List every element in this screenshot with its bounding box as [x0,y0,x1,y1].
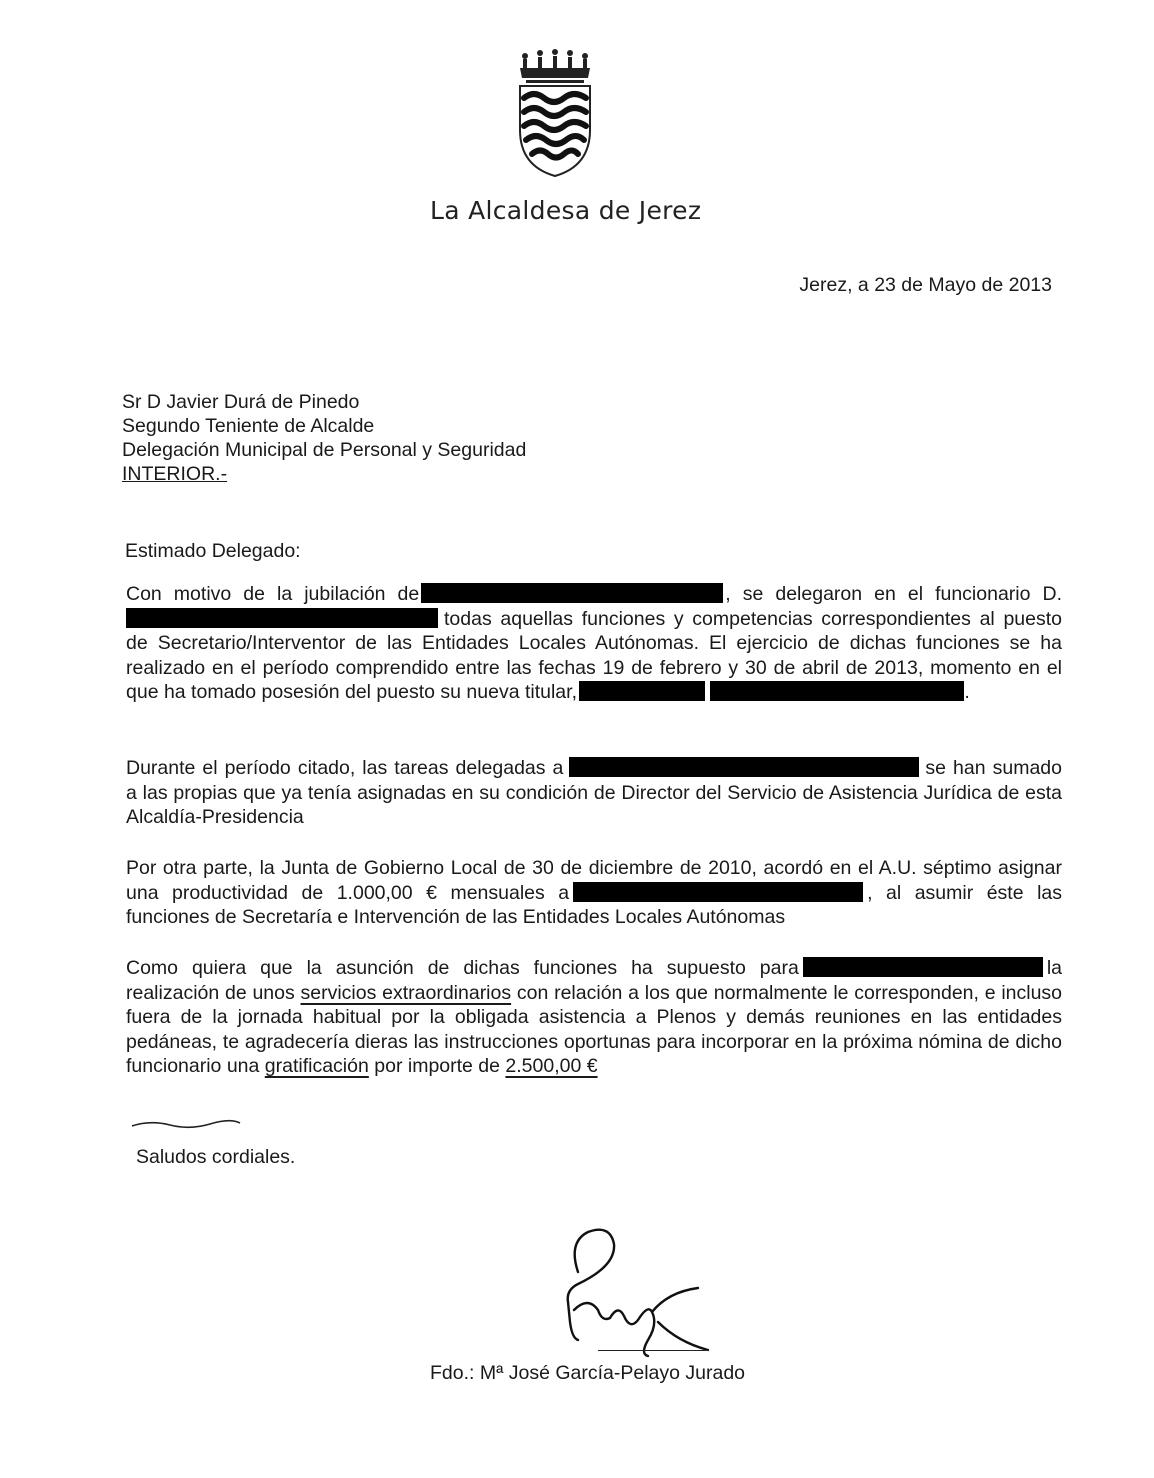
redaction-bar [710,681,964,701]
signature-line [598,1350,706,1351]
paragraph-2-text-a: Durante el período citado, las tareas delegadas a [126,757,564,779]
paragraph-1 [126,582,1062,705]
handwritten-signature-icon [548,1222,718,1362]
redaction-bar [803,957,1043,977]
addressee-block [122,390,526,486]
paragraph-2-text-b: se han sumado a las propias que ya tenía asignadas en su condición de Director del Servicio de Asistencia Jurídica de esta Alcaldía-Presidencia [126,757,1062,828]
paragraph-4-text-d: con relación a los que normalmente le corresponden, e incluso fuera de la jornada habitual por la obligada asistencia a Plenos y demás reuniones en las entidades pedáneas, te agradecería dieras las instrucciones oportunas para incorporar en la próxima nómina de dicho funcionario una [126,981,1063,1077]
handwritten-underline-icon [130,1116,242,1132]
paragraph-3 [126,856,1062,930]
paragraph-4-text-f: por importe de [374,1055,500,1077]
addressee-department: Delegación Municipal de Personal y Seguridad [122,439,527,461]
redaction-bar [569,757,919,777]
paragraph-4-text-a: Como quiera que la asunción de dichas funciones ha supuesto para [126,957,799,979]
redaction-bar [421,583,723,603]
closing: Saludos cordiales. [136,1146,296,1168]
addressee-name: Sr D Javier Durá de Pinedo [122,391,360,413]
date-line: Jerez, a 23 de Mayo de 2013 [799,274,1052,296]
paragraph-3-text-b: , al asumir éste las funciones de Secretaría e Intervención de las Entidades Locales Autónomas [126,881,1062,928]
paragraph-2 [126,756,1062,830]
paragraph-4 [126,956,1062,1079]
redaction-bar [579,681,705,701]
addressee-title: Segundo Teniente de Alcalde [122,415,375,437]
signer-name: Fdo.: Mª José García-Pelayo Jurado [430,1362,746,1384]
underlined-phrase: gratificación [264,1055,369,1077]
underlined-phrase: servicios extraordinarios [300,981,512,1004]
paragraph-1-text-a: Con motivo de la jubilación de [126,583,420,605]
paragraph-1-text-b: , se delegaron en el funcionario D. [725,583,1063,605]
paragraph-1-text-c: todas aquellas funciones y competencias correspondientes al puesto de Secretario/Interventor de las Entidades Locales Autónomas. El ejercicio de dichas funciones se ha realizado en el período comprendido entre las fechas 19 de febrero y 30 de abril de 2013, momento en el que ha tomado posesión del puesto su nueva titular, [126,607,1062,703]
paragraph-3-text-a: Por otra parte, la Junta de Gobierno Local de 30 de diciembre de 2010, acordó en el A.U. séptimo asignar una productividad de 1.000,00 € mensuales a [126,857,1062,904]
letterhead-title: La Alcaldesa de Jerez [430,196,702,225]
salutation: Estimado Delegado: [125,540,301,562]
redaction-bar [573,882,863,902]
amount: 2.500,00 € [505,1055,598,1077]
addressee-internal-mark: INTERIOR.- [122,463,228,485]
paragraph-4-text-b: la realización de unos [126,957,1062,1004]
redaction-bar [126,608,438,628]
paragraph-1-text-d: . [964,681,970,703]
jerez-coat-of-arms-icon [510,48,600,178]
